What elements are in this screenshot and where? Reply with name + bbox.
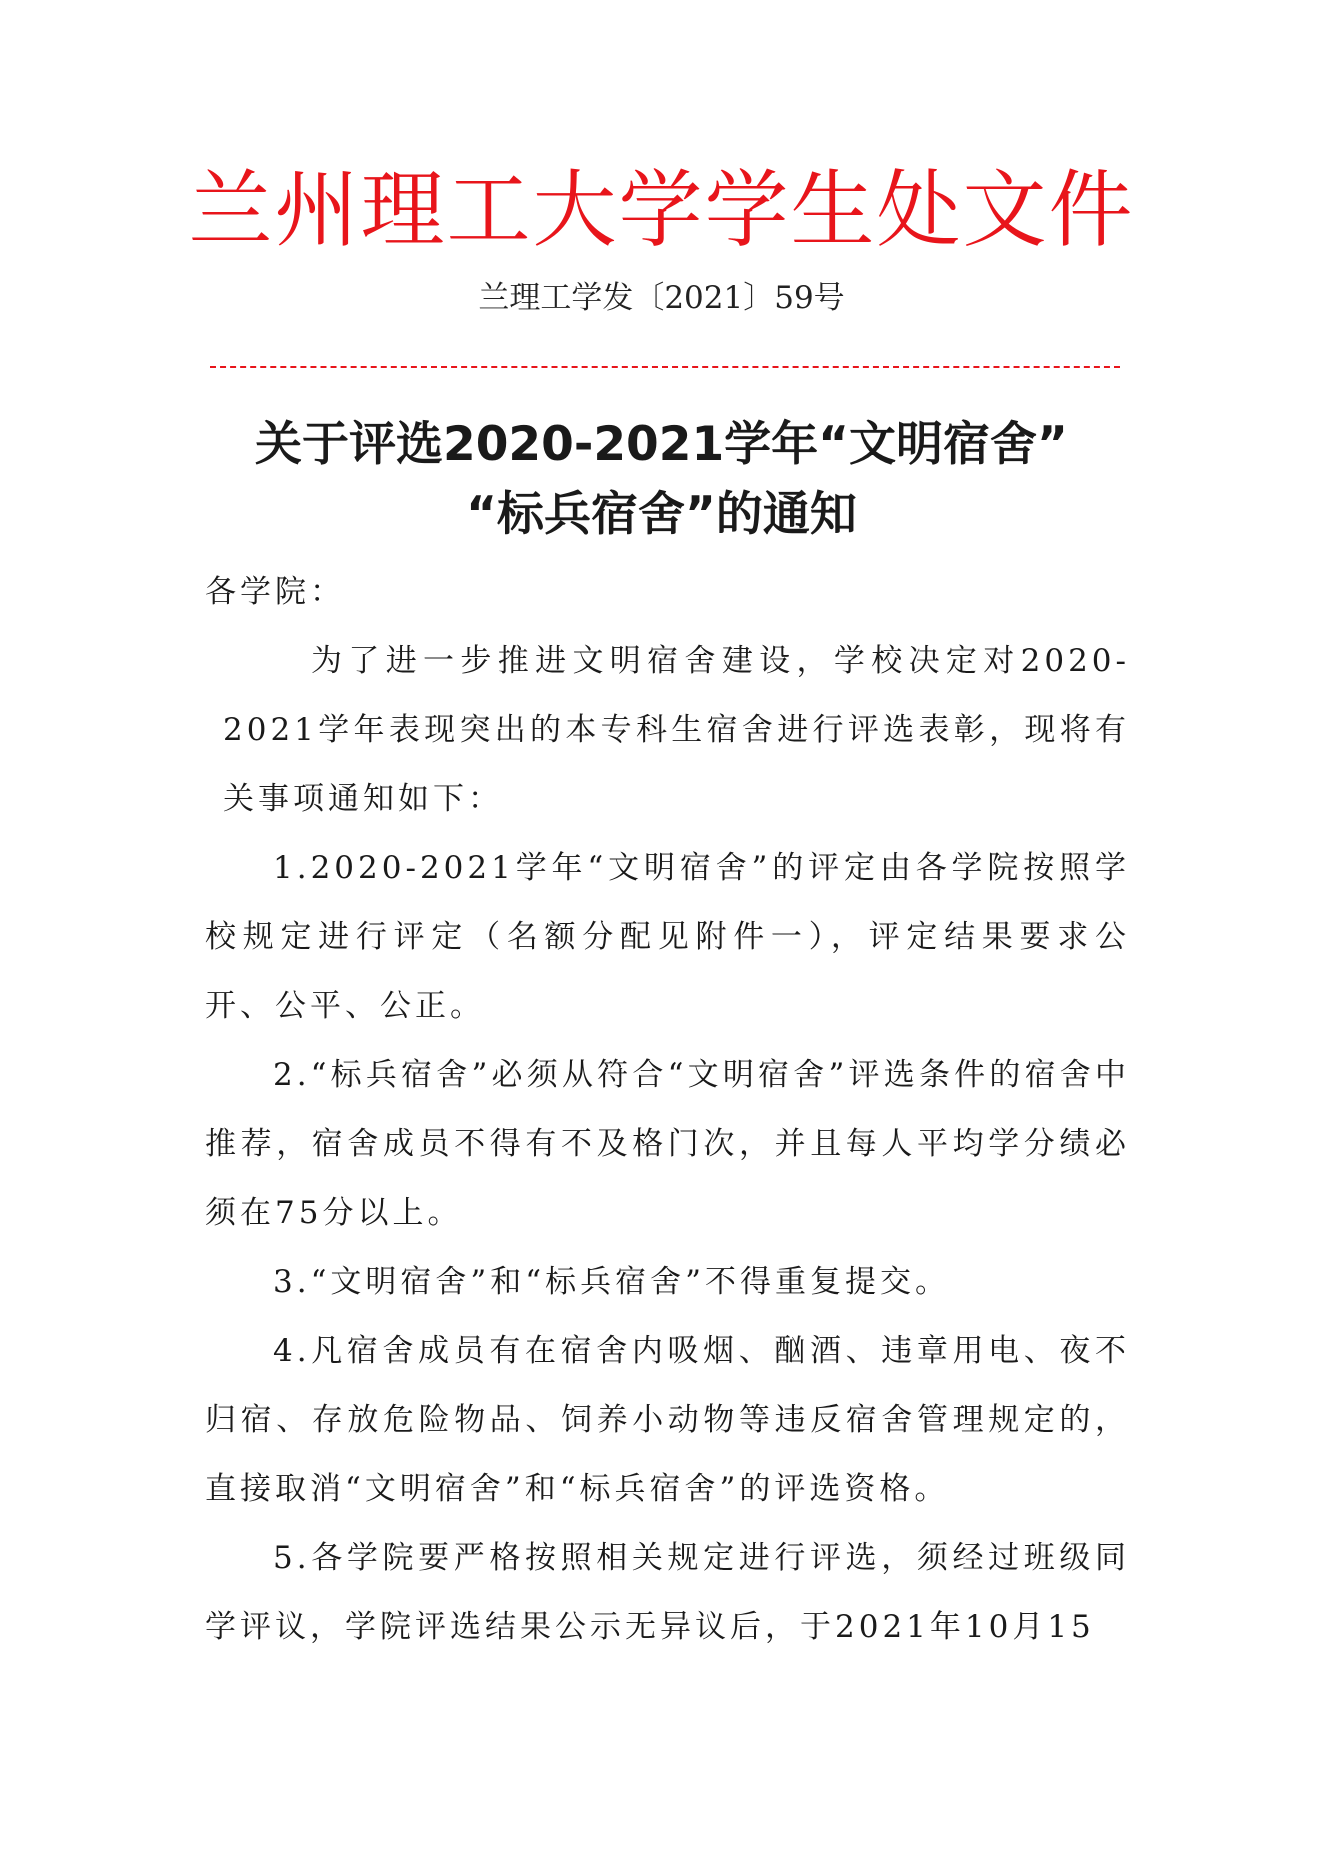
red-separator-line [210, 366, 1120, 368]
notice-item-5: 5.各学院要严格按照相关规定进行评选，须经过班级同学评议，学院评选结果公示无异议后，于2021年10月15 [205, 1540, 1130, 1645]
document-number: 兰理工学发〔2021〕59号 [478, 280, 845, 316]
notice-item-3: 3.“文明宿舍”和“标兵宿舍”不得重复提交。 [273, 1264, 950, 1300]
notice-item-4: 4.凡宿舍成员有在宿舍内吸烟、酗酒、违章用电、夜不归宿、存放危险物品、饲养小动物等违反宿舍管理规定的，直接取消“文明宿舍”和“标兵宿舍”的评选资格。 [205, 1333, 1130, 1507]
intro-paragraph: 为了进一步推进文明宿舍建设，学校决定对2020-2021学年表现突出的本专科生宿舍进行评选表彰，现将有关事项通知如下： [223, 643, 1130, 817]
salutation: 各学院： [205, 574, 345, 610]
issuer-header-title: 兰州理工大学学生处文件 [188, 161, 1135, 259]
notice-title-line-1: 关于评选2020-2021学年“文明宿舍” [255, 417, 1068, 472]
notice-title-line-2: “标兵宿舍”的通知 [466, 487, 857, 542]
notice-item-2: 2.“标兵宿舍”必须从符合“文明宿舍”评选条件的宿舍中推荐，宿舍成员不得有不及格门次，并且每人平均学分绩必须在75分以上。 [205, 1057, 1130, 1231]
notice-body [205, 558, 1130, 1662]
notice-item-1: 1.2020-2021学年“文明宿舍”的评定由各学院按照学校规定进行评定（名额分配见附件一），评定结果要求公开、公平、公正。 [205, 850, 1130, 1024]
notice-title [0, 410, 1323, 550]
